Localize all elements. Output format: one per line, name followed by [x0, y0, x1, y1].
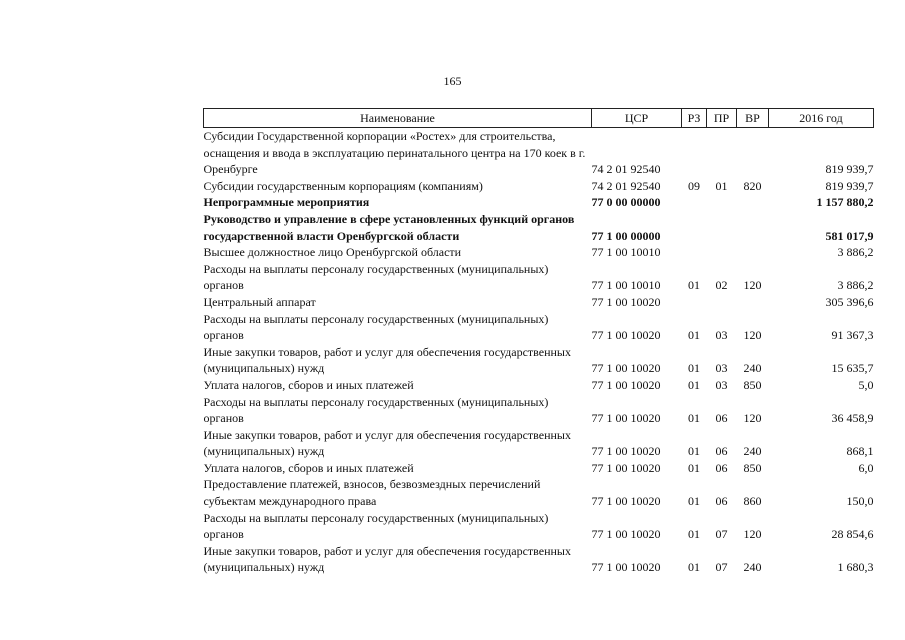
- cell-csr: 77 1 00 10020: [591, 444, 661, 459]
- cell-csr: 77 1 00 10020: [591, 328, 661, 343]
- cell-pr: 03: [715, 328, 728, 343]
- cell-vr: [737, 294, 769, 311]
- cell-csr: 74 2 01 92540: [591, 162, 661, 177]
- table-row: [204, 311, 874, 344]
- table-row: [204, 211, 874, 244]
- cell-amount: 15 635,7: [831, 361, 874, 376]
- cell-csr: 77 1 00 10020: [591, 527, 661, 542]
- cell-amount: 819 939,7: [825, 162, 874, 177]
- cell-pr: 06: [715, 444, 728, 459]
- cell-vr: [737, 128, 769, 178]
- cell-pr: 06: [715, 494, 728, 509]
- header-vr: ВР: [737, 109, 769, 128]
- cell-rz: 01: [688, 560, 700, 575]
- cell-csr: 77 1 00 10020: [591, 411, 661, 426]
- cell-pr: 02: [715, 278, 728, 293]
- cell-amount: 3 886,2: [837, 278, 874, 293]
- cell-name: Предоставление платежей, взносов, безвозмездных перечислений субъектам международного права: [203, 477, 541, 509]
- cell-amount: 868,1: [846, 444, 874, 459]
- cell-vr: 240: [743, 560, 762, 575]
- cell-name: Расходы на выплаты персоналу государственных (муниципальных) органов: [203, 261, 549, 293]
- cell-vr: [737, 194, 769, 211]
- cell-name: Иные закупки товаров, работ и услуг для обеспечения государственных (муниципальных) нужд: [203, 344, 571, 376]
- table-row: [204, 460, 874, 477]
- table-row: [204, 128, 874, 178]
- cell-vr: 850: [743, 460, 762, 475]
- table-row: [204, 178, 874, 195]
- cell-amount: 305 396,6: [825, 294, 874, 309]
- table-row: [204, 377, 874, 394]
- cell-rz: 01: [688, 278, 700, 293]
- cell-name: Высшее должностное лицо Оренбургской области: [203, 245, 462, 260]
- cell-amount: 819 939,7: [825, 178, 874, 193]
- cell-csr: 74 2 01 92540: [591, 178, 661, 193]
- cell-rz: 09: [688, 178, 700, 193]
- cell-pr: 03: [715, 377, 728, 392]
- cell-name: Иные закупки товаров, работ и услуг для обеспечения государственных (муниципальных) нужд: [203, 543, 571, 575]
- cell-rz: [682, 194, 707, 211]
- header-pr: ПР: [707, 109, 737, 128]
- cell-vr: [737, 244, 769, 261]
- cell-amount: 1 157 880,2: [816, 195, 874, 210]
- cell-pr: 06: [715, 460, 728, 475]
- cell-csr: 77 1 00 10020: [591, 460, 661, 475]
- cell-amount: 581 017,9: [825, 228, 874, 243]
- cell-name: Расходы на выплаты персоналу государственных (муниципальных) органов: [203, 510, 549, 542]
- cell-pr: [707, 128, 737, 178]
- cell-csr: 77 1 00 00000: [591, 228, 661, 243]
- cell-pr: [707, 294, 737, 311]
- cell-amount: 6,0: [858, 460, 874, 475]
- cell-rz: [682, 244, 707, 261]
- cell-amount: 5,0: [858, 377, 874, 392]
- table-row: [204, 543, 874, 576]
- cell-pr: 07: [715, 527, 728, 542]
- cell-rz: 01: [688, 361, 700, 376]
- cell-rz: 01: [688, 328, 700, 343]
- cell-name: Иные закупки товаров, работ и услуг для обеспечения государственных (муниципальных) нужд: [203, 427, 571, 459]
- cell-pr: 01: [715, 178, 728, 193]
- cell-csr: 77 1 00 10020: [591, 294, 661, 309]
- table-body: [204, 128, 874, 577]
- cell-rz: 01: [688, 411, 700, 426]
- cell-name: Расходы на выплаты персоналу государственных (муниципальных) органов: [203, 311, 549, 343]
- cell-csr: 77 1 00 10020: [591, 377, 661, 392]
- cell-pr: [707, 194, 737, 211]
- cell-csr: 77 1 00 10010: [591, 278, 661, 293]
- cell-name: Субсидии Государственной корпорации «Ростех» для строительства, оснащения и ввода в эксплуатацию перинатального центра на 170 коек в г. Оренбурге: [203, 129, 586, 177]
- cell-rz: 01: [688, 377, 700, 392]
- cell-vr: 120: [743, 411, 762, 426]
- cell-vr: 820: [743, 178, 762, 193]
- table-row: [204, 344, 874, 377]
- table-row: [204, 294, 874, 311]
- header-csr: ЦСР: [592, 109, 682, 128]
- table-row: [204, 510, 874, 543]
- cell-csr: 77 1 00 10010: [591, 245, 661, 260]
- cell-amount: 28 854,6: [831, 527, 874, 542]
- cell-name: Центральный аппарат: [203, 294, 316, 309]
- cell-pr: [707, 244, 737, 261]
- cell-vr: 120: [743, 328, 762, 343]
- cell-pr: 06: [715, 411, 728, 426]
- cell-rz: 01: [688, 494, 700, 509]
- cell-rz: 01: [688, 444, 700, 459]
- cell-vr: [737, 211, 769, 244]
- cell-rz: [682, 211, 707, 244]
- cell-name: Расходы на выплаты персоналу государственных (муниципальных) органов: [203, 394, 549, 426]
- header-name: Наименование: [204, 109, 592, 128]
- table-row: [204, 427, 874, 460]
- cell-pr: [707, 211, 737, 244]
- table-row: [204, 244, 874, 261]
- cell-csr: 77 1 00 10020: [591, 361, 661, 376]
- cell-name: Уплата налогов, сборов и иных платежей: [203, 377, 414, 392]
- cell-pr: 03: [715, 361, 728, 376]
- cell-csr: 77 1 00 10020: [591, 560, 661, 575]
- header-rz: РЗ: [682, 109, 707, 128]
- cell-amount: 150,0: [846, 494, 874, 509]
- cell-csr: 77 1 00 10020: [591, 494, 661, 509]
- cell-amount: 91 367,3: [831, 328, 874, 343]
- table-row: [204, 394, 874, 427]
- header-year: 2016 год: [769, 109, 874, 128]
- table-row: [204, 476, 874, 509]
- cell-vr: 240: [743, 444, 762, 459]
- cell-vr: 860: [743, 494, 762, 509]
- page-number: 165: [443, 74, 462, 88]
- cell-amount: 3 886,2: [837, 245, 874, 260]
- cell-vr: 120: [743, 527, 762, 542]
- budget-table: [203, 108, 874, 576]
- cell-name: Уплата налогов, сборов и иных платежей: [203, 460, 414, 475]
- cell-vr: 850: [743, 377, 762, 392]
- cell-rz: [682, 128, 707, 178]
- cell-pr: 07: [715, 560, 728, 575]
- cell-name: Руководство и управление в сфере установленных функций органов государственной власти Оренбургской области: [203, 211, 575, 243]
- table-row: [204, 261, 874, 294]
- cell-name: Субсидии государственным корпорациям (компаниям): [203, 178, 483, 193]
- table-header-row: [204, 109, 874, 128]
- cell-rz: 01: [688, 460, 700, 475]
- cell-amount: 1 680,3: [837, 560, 874, 575]
- cell-csr: 77 0 00 00000: [591, 195, 661, 210]
- cell-amount: 36 458,9: [831, 411, 874, 426]
- cell-vr: 120: [743, 278, 762, 293]
- cell-vr: 240: [743, 361, 762, 376]
- cell-rz: 01: [688, 527, 700, 542]
- table-row: [204, 194, 874, 211]
- cell-rz: [682, 294, 707, 311]
- cell-name: Непрограммные мероприятия: [203, 195, 370, 210]
